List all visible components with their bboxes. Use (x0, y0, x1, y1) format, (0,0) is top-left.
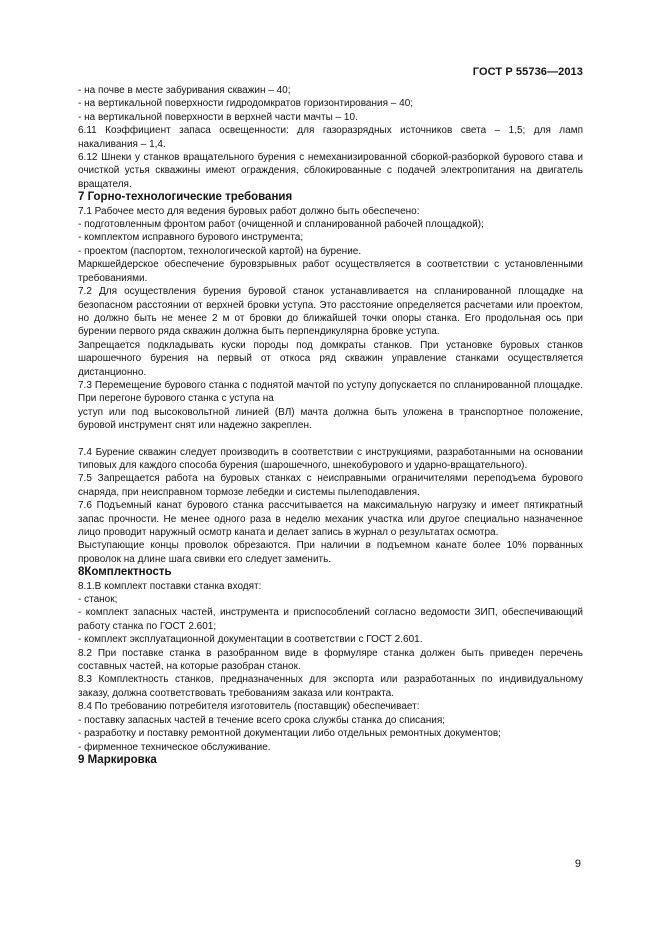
section-heading: 8Комплектность (78, 566, 172, 579)
paragraph: 7.2 Для осуществления бурения буровой станок устанавливается на спланированной площадке на безопасном расстоянии от верхней бровки уступа. Это расстояние определяется расчетами или проектом, но должно быть не менее 2 м от бровки до ближайшей точки опоры станка. Его продольная ось при бурении первого ряда скважин должна быть перпендикулярна бровке уступа. (78, 286, 583, 338)
paragraph: 7.4 Бурение скважин следует производить в соответствии с инструкциями, разработанными на основании типовых для каждого способа бурения (шарошечного, шнекобурового и ударно-вращательного). (78, 446, 583, 471)
list-item: - проектом (паспортом, технологической картой) на бурение. (78, 245, 362, 257)
page-number: 9 (574, 858, 581, 870)
list-item: - комплект эксплуатационной документации в соответствии с ГОСТ 2.601. (78, 634, 423, 646)
paragraph: 8.2 При поставке станка в разобранном виде в формуляре станка должен быть приведен перечень составных частей, на которые разобран станок. (78, 647, 583, 673)
list-item: - станок; (78, 594, 118, 606)
section-heading: 7 Горно-технологические требования (78, 191, 293, 204)
paragraph: Запрещается подкладывать куски породы под домкраты станков. При установке буровых станков шарошечного бурения на первый от откоса ряд скважин управление станками осуществляется дистанционно. (78, 339, 583, 378)
list-item: - комплект запасных частей, инструмента и приспособлений согласно ведомости ЗИП, обеспечивающий работу станка по ГОСТ 2.601; (78, 607, 583, 632)
list-item: - комплектом исправного бурового инструмента; (78, 232, 304, 244)
section-heading: 9 Маркировка (78, 753, 157, 766)
paragraph: Выступающие концы проволок обрезаются. При наличии в подъемном канате более 10% порванных проволок на длине шага свивки его следует заменить. (78, 540, 583, 565)
blank-line (78, 433, 583, 446)
paragraph: 8.4 По требованию потребителя изготовитель (поставщик) обеспечивает: (78, 701, 420, 713)
list-item: - на вертикальной поверхности в верхней части мачты – 10. (78, 111, 358, 123)
paragraph: 8.3 Комплектность станков, предназначенных для экспорта или разработанных по индивидуальному заказу, должна соответствовать требованиям заказа или контракта. (78, 674, 583, 699)
paragraph: 7.3 Перемещение бурового станка с поднятой мачтой по уступу допускается по спланированной площадке. При перегоне бурового станка с уступа на (78, 379, 583, 405)
list-item: - разработку и поставку ремонтной документации либо отдельных ремонтных документов; (78, 728, 501, 740)
paragraph: Маркшейдерское обеспечение буровзрывных работ осуществляется в соответствии с установленными требованиями. (78, 259, 583, 284)
list-item: - на почве в месте забуривания скважин – 40; (78, 85, 291, 96)
paragraph: 6.11 Коэффициент запаса освещенности: для газоразрядных источников света – 1,5; для ламп накаливания – 1,4. (78, 125, 583, 150)
list-item: - подготовленным фронтом работ (очищенной и спланированной рабочей площадкой); (78, 219, 484, 231)
paragraph: уступ или под высоковольтной линией (ВЛ) мачта должна быть уложена в транспортное положение, буровой инструмент снят или надежно закреплен. (78, 406, 583, 432)
list-item: - поставку запасных частей в течение всего срока службы станка до списания; (78, 714, 446, 726)
list-item: - фирменное техническое обслуживание. (78, 741, 271, 753)
paragraph: 6.12 Шнеки у станков вращательного бурения с немеханизированной сборкой-разборкой бурового става и очисткой устья скважины имеют ограждения, сблокированные с подачей электропитания на двигатель вращателя. (78, 152, 583, 190)
paragraph: 8.1.В комплект поставки станка входят: (78, 580, 262, 592)
paragraph: 7.5 Запрещается работа на буровых станках с неисправными ограничителями переподъема бурового снаряда, при неисправном тормозе лебедки и системы пылеподавления. (78, 473, 583, 498)
document-body (78, 84, 583, 767)
document-code-header: ГОСТ Р 55736—2013 (472, 66, 583, 78)
paragraph: 7.1 Рабочее место для ведения буровых работ должно быть обеспечено: (78, 205, 420, 217)
paragraph: 7.6 Подъемный канат бурового станка рассчитывается на максимальную нагрузку и имеет пятикратный запас прочности. Не менее одного раза в неделю механик участка или другое специально назначенное лицо проводит наружный осмотр каната и делает запись в журнал о результатах осмотра. (78, 500, 583, 538)
list-item: - на вертикальной поверхности гидродомкратов горизонтирования – 40; (78, 98, 414, 110)
